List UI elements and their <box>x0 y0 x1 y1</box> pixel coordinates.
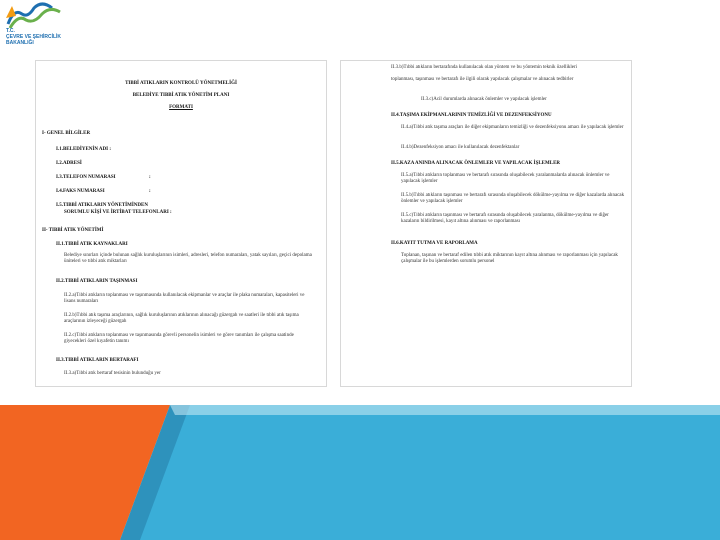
field-label: SORUMLU KİŞİ VE İRTİBAT TELEFONLARI : <box>64 210 172 215</box>
paragraph: II.4.a)Tıbbi atık taşıma araçları ile diğer ekipmanların temizliği ve dezenfeksiyonu amacı ile yapılacak işlemler <box>401 125 624 130</box>
subsection-heading: II.1.TIBBİ ATIK KAYNAKLARI <box>56 242 128 247</box>
paragraph: II.3.a)Tıbbi atık bertaraf tesisinin bulunduğu yer <box>64 371 161 376</box>
decorative-stripes <box>0 395 720 540</box>
paragraph: toplanması, taşınması ve bertarafı ile ilgili olarak yapılacak çalışmalar ve alınacak tedbirler <box>391 77 574 82</box>
field-label: I.3.TELEFON NUMARASI <box>56 175 116 180</box>
section-heading: II.6.KAYIT TUTMA VE RAPORLAMA <box>391 241 478 246</box>
logo-line: ÇEVRE VE ŞEHİRCİLİK <box>6 34 62 40</box>
section-heading: I- GENEL BİLGİLER <box>42 131 91 136</box>
paragraph: II.5.a)Tıbbi atıkların toplanması ve bertarafı sırasında oluşabilecek yaralanmalarda alınacak önlemler ve yapılacak işlemler <box>401 173 610 184</box>
section-heading: II.5.KAZA ANINDA ALINACAK ÖNLEMLER VE YAPILACAK İŞLEMLER <box>391 161 561 166</box>
doc-format-label: FORMATI <box>169 105 193 110</box>
logo-line: BAKANLIĞI <box>6 40 34 46</box>
field-label: I.2.ADRESİ <box>56 161 82 166</box>
field-label: I.4.FAKS NUMARASI <box>56 189 105 194</box>
light-blue-band <box>170 405 720 415</box>
paragraph: II.3.b)Tıbbi atıkların bertarafında kullanılacak olan yöntem ve bu yöntemin teknik özellikleri <box>391 65 578 70</box>
field-colon: : <box>149 189 151 194</box>
logo-swoosh-icon <box>4 2 64 30</box>
paragraph: II.5.c)Tıbbi atıkların taşınması ve bertarafı sırasında oluşabilecek yaralanma, dökülme-yayılma ve diğer kazaların bildirilmesi, kayıt altına alınması ve raporlanması <box>401 213 609 224</box>
field-colon: : <box>149 175 151 180</box>
subsection-heading: II.2.TIBBİ ATIKLARIN TAŞINMASI <box>56 279 138 284</box>
subsection-heading: II.3.TIBBİ ATIKLARIN BERTARAFI <box>56 358 139 363</box>
white-band <box>0 395 720 405</box>
paragraph: Toplanan, taşınan ve bertaraf edilen tıbbi atık miktarının kayıt altına alınması ve raporlanması için yapılacak çalışmalar ile bu işlemlerden sorumlu personel <box>401 253 618 264</box>
field-label: I.1.BELEDİYENİN ADI : <box>56 147 112 152</box>
document-page-left <box>35 60 327 387</box>
paragraph: II.4.b)Dezenfeksiyon amacı ile kullanılacak dezenfektanlar <box>401 145 520 150</box>
field-label: I.5.TIBBİ ATIKLARIN YÖNETİMİNDEN <box>56 203 148 208</box>
paragraph: II.2.b)Tıbbi atık taşıma araçlarının, sağlık kuruluşlarının atıklarının alınacağı güzergah ve saatleri ile tıbbi atık taşıma araçlarının izleyeceği güzergah <box>64 313 299 324</box>
blue-stripe <box>120 405 720 540</box>
logo-line: T.C. <box>6 28 15 34</box>
doc-subtitle: BELEDİYE TIBBİ ATIK YÖNETİM PLANI <box>132 93 230 98</box>
logo-text <box>6 28 61 46</box>
paragraph: II.2.a)Tıbbi atıkların toplanması ve taşınmasında kullanılacak ekipmanlar ve araçlar ile plaka numaraları, kapasiteleri ve lisans numaraları <box>64 293 305 304</box>
ministry-logo <box>4 2 74 52</box>
paragraph: II.2.c)Tıbbi atıkların toplanması ve taşınmasında görevli personelin isimleri ve görev tanımları ile çalışma saatinde giyecekleri özel kıyafetin tanımı <box>64 333 294 344</box>
paragraph: II.5.b)Tıbbi atıkların taşınması ve bertarafı sırasında oluşabilecek dökülme-yayılma ve diğer kazalarda alınacak önlemler ve yapılacak işlemler <box>401 193 625 204</box>
section-heading: II- TIBBİ ATIK YÖNETİMİ <box>42 228 104 233</box>
section-heading: II.4.TAŞIMA EKİPMANLARININ TEMİZLİĞİ VE DEZENFEKSİYONU <box>391 113 552 118</box>
paragraph: Belediye sınırları içinde bulunan sağlık kuruluşlarının isimleri, adresleri, telefon numaraları, yatak sayıları, geçici depolama üniteleri ve tıbbi atık miktarları <box>64 253 312 264</box>
paragraph: II.3.c)Acil durumlarda alınacak önlemler ve yapılacak işlemler <box>421 97 547 102</box>
document-page-right <box>340 60 632 387</box>
doc-title: TIBBİ ATIKLARIN KONTROLÜ YÖNETMELİĞİ <box>125 81 237 86</box>
